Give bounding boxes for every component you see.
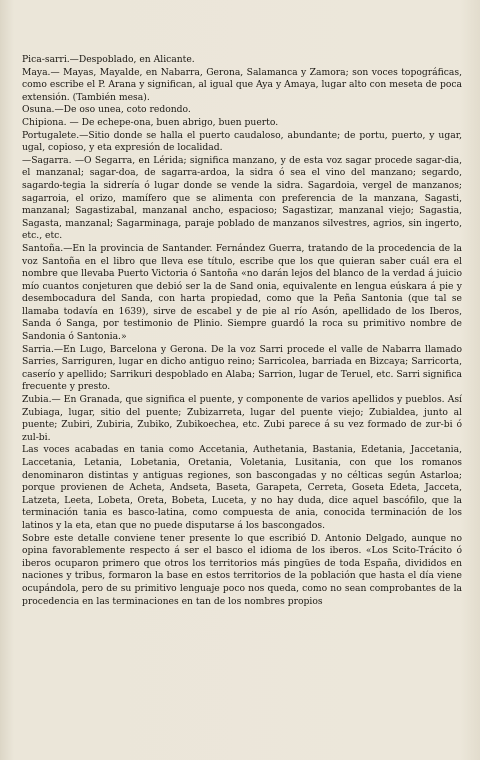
entry-sagarra: —Sagarra. —O Segarra, en Lérida; significa manzano, y de esta voz sagar procede sagar-dia, el manzanal; sagar-doa, de sagarra-ardoa, la sidra ó sea el vino del manzano; segardo, sagardo-tegia la sidrería ó lugar donde se vende la sidra. Sagardoia, vergel de manzanos; sagarroia, el orizo, mamífero que se alimenta con preferencia de la manzana, Sagasti, manzanal; Sagastizabal, manzanal ancho, espacioso; Sagastizar, manzanal viejo; Sagastia, Sagasta, manzanal; Sagarminaga, paraje poblado de manzanos silvestres, agrios, sin ingerto, etc., etc. — [22, 154, 462, 242]
entry-osuna: Osuna.—De oso unea, coto redondo. — [22, 104, 191, 116]
entry-santona: Santoña.—En la provincia de Santander. Fernández Guerra, tratando de la procedencia de la voz Santoña en el libro que lleva ese título, escribe que los que quieran saber cuál era el nombre que llevaba Puerto Victoria ó Santoña «no darán lejos del blanco de la verdad á juicio mío cuantos conjeturen que debió ser la de Sand onia, equivalente en lengua eúskara á pie y desembocadura del Sanda, con harta propiedad, como que la Peña Santonia (que tal se llamaba todavía en 1639), sirve de escabel y de pie al río Asón, apellidado de los Iberos, Sanda ó Sanga, por testimonio de Plinio. Siempre guardó la roca su primitivo nombre de Sandonia ó Santonia.» — [22, 242, 462, 343]
entry-maya: Maya.— Mayas, Mayalde, en Nabarra, Gerona, Salamanca y Zamora; son voces topográficas, como escribe el P. Arana y significan, al igual que Aya y Amaya, lugar alto con meseta de poca extensión. (También mesa). — [22, 66, 462, 103]
entry-zubia: Zubia.— En Granada, que significa el puente, y componente de varios apellidos y pueblos. Así Zubiaga, lugar, sitio del puente; Zubizarreta, lugar del puente viejo; Zubialdea, junto al puente; Zubiri, Zubiria, Zubiko, Zubikoechea, etc. Zubi parece á su vez formado de zur-bi ó zul-bi. — [22, 394, 462, 443]
entry-pica-sarri: Pica-sarri.—Despoblado, en Alicante. — [22, 54, 195, 65]
entry-sarria: Sarria.—En Lugo, Barcelona y Gerona. De la voz Sarri procede el valle de Nabarra llamado Sarries, Sarriguren, lugar en dicho antiguo reino; Sarricolea, barriada en Bizcaya; Sarricorta, caserío y apellido; Sarrikuri despoblado en Alaba; Sarrion, lugar de Teruel, etc. Sarri significa frecuente y presto. — [22, 343, 462, 393]
entry-portugalete: Portugalete.—Sitio donde se halla el puerto caudaloso, abundante; de portu, puerto, y ugar, ugal, copioso, y eta expresión de localidad. — [22, 129, 462, 154]
entry-chipiona: Chipiona. — De echepe-ona, buen abrigo, buen puerto. — [22, 116, 279, 128]
paragraph-voces-tania: Las voces acabadas en tania como Accetania, Authetania, Bastania, Edetania, Jaccetania, Laccetania, Letania, Lobetania, Oretania, Voletania, Lusitania, con que los romanos denominaron distintas y antiguas regiones, son bascongadas y no célticas según Astarloa; porque provienen de Acheta, Andseta, Baseta, Garapeta, Cerreta, Goseta Edeta, Jacceta, Latzeta, Leeta, Lobeta, Oreta, Bobeta, Luceta, y no hay duda, dice aquel bascófilo, que la terminación tania es basco-latina, como compuesta de ania, conocida terminación de los latinos y la eta, etan que no puede disputarse á los bascongados. — [22, 444, 462, 531]
paragraph-delgado: Sobre este detalle conviene tener presente lo que escribió D. Antonio Delgado, aunque no opina favorablemente respecto á ser el basco el idioma de los iberos. «Los Scito-Trácito ó iberos ocuparon primero que otros los territorios más pingües de toda España, divididos en naciones y tribus, formaron la base en estos territorios de la población que hasta el día viene ocupándola, pero de su primitivo lenguaje poco nos queda, como no sean comprobantes de la procedencia en las terminaciones en tan de los nombres propios — [22, 532, 462, 607]
